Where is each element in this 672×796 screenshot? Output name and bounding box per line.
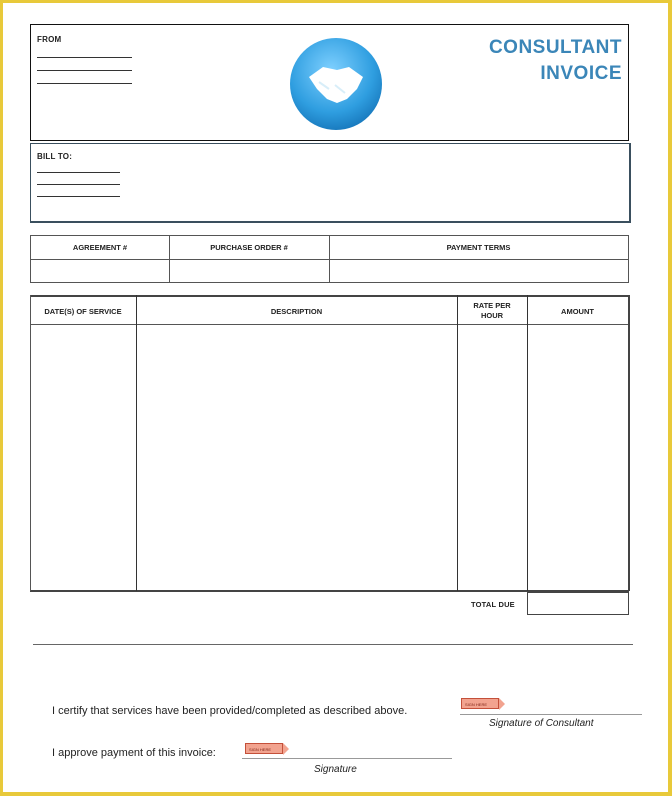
purchase-order-header: PURCHASE ORDER #: [210, 243, 288, 252]
title-consultant: CONSULTANT: [488, 37, 622, 58]
dates-header: DATE(S) OF SERVICE: [44, 307, 122, 316]
description-column[interactable]: [137, 326, 456, 589]
total-due-label: TOTAL DUE: [471, 600, 515, 609]
bill-to-line-1[interactable]: [37, 172, 120, 173]
from-line-3[interactable]: [37, 83, 132, 84]
purchase-order-cell[interactable]: [170, 260, 329, 282]
title-invoice: INVOICE: [540, 63, 622, 84]
bill-to-line-3[interactable]: [37, 196, 120, 197]
certify-sign-here-tag: SIGN HERE: [461, 698, 499, 709]
approve-sign-here-tag: SIGN HERE: [245, 743, 283, 754]
consultant-signature-line[interactable]: [460, 714, 642, 715]
consultant-signature-label: Signature of Consultant: [489, 718, 594, 729]
agreement-cell[interactable]: [31, 260, 169, 282]
total-due-field[interactable]: [527, 592, 629, 615]
items-header-divider: [30, 324, 629, 325]
handshake-icon: [289, 37, 383, 131]
info-table: [30, 235, 629, 283]
header-box: [30, 24, 629, 141]
dates-column[interactable]: [31, 326, 135, 589]
description-header: DESCRIPTION: [270, 307, 323, 316]
bill-to-label: BILL TO:: [37, 152, 73, 161]
amount-column[interactable]: [528, 326, 627, 589]
certify-text: I certify that services have been provided/completed as described above.: [52, 705, 408, 717]
amount-header: AMOUNT: [561, 307, 594, 316]
approver-signature-line[interactable]: [242, 758, 452, 759]
bill-to-box: [30, 143, 631, 223]
rate-header: RATE PER HOUR: [473, 301, 511, 320]
approve-text: I approve payment of this invoice:: [52, 747, 216, 759]
from-label: FROM: [37, 35, 62, 44]
invoice-page: [3, 3, 668, 792]
items-table: [30, 295, 631, 591]
payment-terms-header: PAYMENT TERMS: [446, 243, 511, 252]
bill-to-line-2[interactable]: [37, 184, 120, 185]
agreement-header: AGREEMENT #: [72, 243, 128, 252]
section-separator: [33, 644, 633, 645]
from-line-1[interactable]: [37, 57, 132, 58]
approver-signature-label: Signature: [314, 764, 357, 775]
rate-column[interactable]: [458, 326, 526, 589]
payment-terms-cell[interactable]: [330, 260, 628, 282]
items-right-border: [628, 295, 630, 591]
from-line-2[interactable]: [37, 70, 132, 71]
items-top-border: [30, 295, 629, 297]
